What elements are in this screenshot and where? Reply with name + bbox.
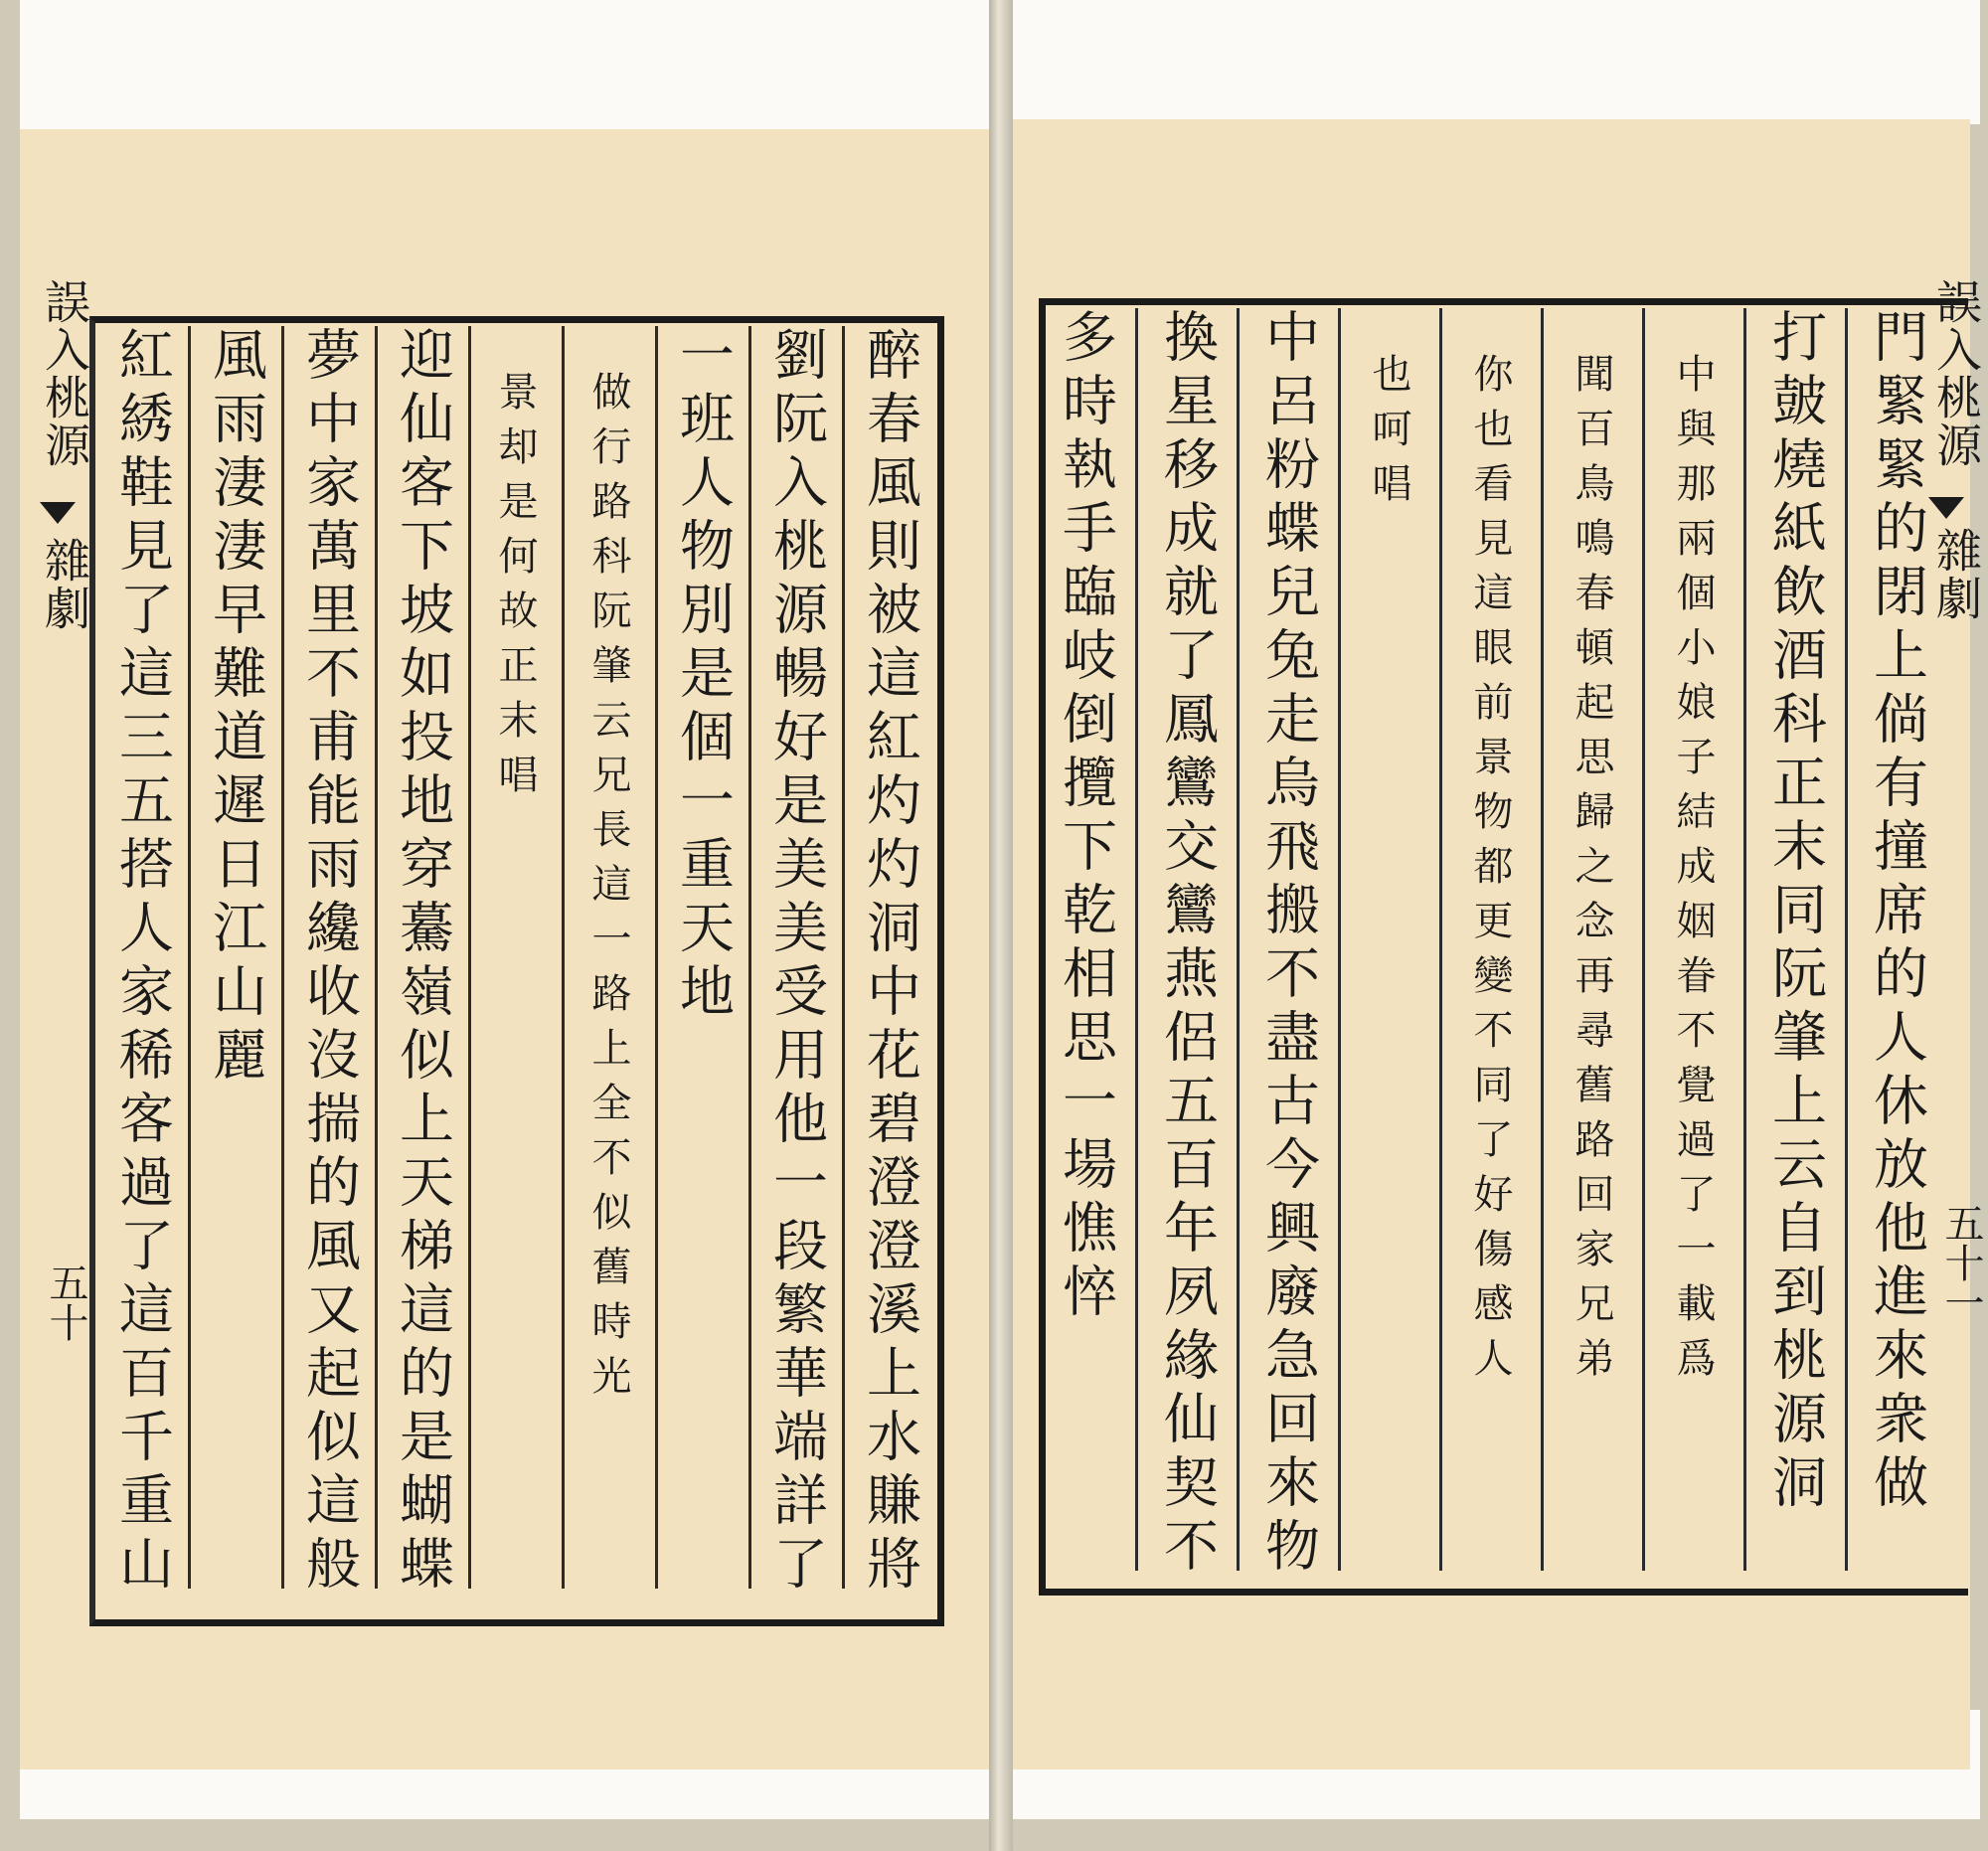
left_page-column-rule [655, 326, 658, 1589]
left_page-column-rule [748, 326, 751, 1589]
left_page-text-column: 迎仙客下坡如投地穿驀嶺似上天梯這的是蝴蝶 [391, 326, 454, 1599]
left_page-column-rule [188, 326, 191, 1589]
right_page-text-column: 聞百鳥鳴春頓起思歸之念再尋舊路回家兄弟 [1569, 353, 1614, 1392]
right_page-column-rule [1541, 308, 1544, 1571]
left-page-number: 五十 [43, 1262, 88, 1342]
left-margin-subtitle: 雜劇 [38, 537, 91, 632]
right_page-text-column: 你也看見這眼前景物都更變不同了好傷感人 [1467, 353, 1513, 1392]
right_page-column-rule [1439, 308, 1442, 1571]
book-gutter [989, 0, 1013, 1851]
left_page-text-column: 醉春風則被這紅灼灼洞中花碧澄澄溪上水賺將 [858, 326, 921, 1599]
right_page-column-rule [1845, 308, 1848, 1571]
right_page-text-column: 多時執手臨岐倒攬下乾相思一場憔悴 [1054, 308, 1117, 1326]
left-margin-title: 誤入桃源 [38, 278, 91, 469]
left_page-text-column: 夢中家萬里不甫能雨纔收沒揣的風又起似這般 [297, 326, 361, 1599]
right_page-text-column: 中與那兩個小娘子結成姻眷不覺過了一載爲 [1670, 353, 1716, 1392]
right_page-text-column: 門緊緊的閉上倘有撞席的人休放他進來衆做 [1865, 308, 1928, 1517]
right_page-text-column: 打皷燒紙飲酒科正末同阮肇上云自到桃源洞 [1763, 308, 1827, 1517]
left_page-text-column: 紅綉鞋見了這三五搭人家稀客過了這百千重山 [110, 326, 174, 1599]
right_page-column-rule [1135, 308, 1138, 1571]
left_page-text-column: 劉阮入桃源暢好是美美受用他一段繁華端詳了 [764, 326, 828, 1599]
left_page-column-rule [842, 326, 845, 1589]
right_page-column-rule [1237, 308, 1240, 1571]
right-margin-subtitle: 雜劇 [1929, 527, 1983, 622]
left_page-column-rule [281, 326, 284, 1589]
left_page-column-rule [562, 326, 565, 1589]
right-margin-title: 誤入桃源 [1929, 278, 1983, 469]
left_page-text-column: 一班人物別是個一重天地 [671, 326, 735, 1026]
right-page-number: 五十一 [1938, 1203, 1984, 1322]
left_page-column-rule [375, 326, 378, 1589]
right_page-text-column: 換星移成就了鳳鸞交鸞燕侶五百年夙緣仙契不 [1155, 308, 1219, 1581]
right_page-text-column: 中呂粉蝶兒兔走烏飛搬不盡古今興廢急回來物 [1256, 308, 1320, 1581]
right_page-column-rule [1743, 308, 1746, 1571]
left_page-column-rule [468, 326, 471, 1589]
left_page-text-column: 做行路科阮肇云兄長這一路上全不似舊時光 [585, 371, 631, 1410]
right_page-column-rule [1642, 308, 1645, 1571]
right_page-text-column: 也呵唱 [1366, 353, 1411, 517]
right_page-column-rule [1338, 308, 1341, 1571]
left_page-text-column: 風雨淒淒早難道遲日江山麗 [204, 326, 267, 1090]
right-page-paper-edge [1006, 0, 1980, 124]
left-page-paper-edge [20, 0, 994, 139]
left_page-text-column: 景却是何故正末唱 [492, 371, 538, 808]
